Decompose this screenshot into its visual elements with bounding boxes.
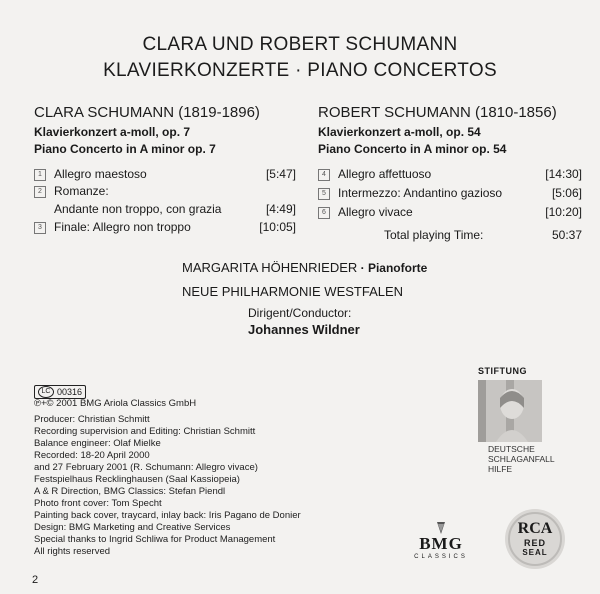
track-title: Allegro maestoso: [54, 167, 147, 181]
track-list: [318, 167, 582, 242]
stiftung-name-line2: SCHLAGANFALL: [488, 454, 555, 464]
track-duration: [10:20]: [545, 205, 582, 219]
composer-name: ROBERT SCHUMANN: [318, 104, 471, 121]
rca-red-seal-logo: [504, 508, 566, 570]
track-title-line1: Romanze:: [54, 184, 109, 198]
track-number: 5: [318, 188, 330, 200]
composer-dates: (1819-1896): [178, 104, 260, 121]
track-number: 3: [34, 222, 46, 234]
total-time-row: [318, 228, 582, 242]
credits-block: [34, 398, 334, 558]
credit-line: Special thanks to Ingrid Schliwa for Product Management: [34, 534, 276, 545]
credit-line: All rights reserved: [34, 546, 111, 557]
stiftung-name-line3: HILFE: [488, 464, 513, 474]
clara-section: [34, 104, 296, 237]
track-row: [318, 205, 582, 228]
label-code-number: 00316: [57, 387, 83, 397]
album-title: CLARA UND ROBERT SCHUMANN: [142, 34, 458, 55]
track-row: [34, 167, 296, 184]
composer-heading: [34, 104, 296, 121]
robert-section: [318, 104, 582, 242]
stiftung-name: [488, 444, 555, 474]
soloist-line: [182, 260, 427, 275]
bmg-subtitle: CLASSICS: [414, 554, 468, 560]
orchestra-name: NEUE PHILHARMONIE WESTFALEN: [182, 284, 404, 299]
credit-line: Recording supervision and Editing: Christian Schmitt: [34, 426, 256, 437]
composer-dates: (1810-1856): [474, 104, 557, 121]
track-title: [54, 184, 266, 216]
work-title-de: Klavierkonzert a-moll, op. 54: [318, 125, 481, 139]
stiftung-label: STIFTUNG: [478, 366, 527, 376]
credit-line: Festspielhaus Recklinghausen (Saal Kassiopeia): [34, 474, 240, 485]
bmg-wordmark: BMG: [419, 534, 463, 553]
bmg-logo: [404, 518, 478, 564]
track-title: Intermezzo: Andantino gazioso: [338, 186, 503, 200]
track-number: 2: [34, 186, 46, 198]
track-row: [318, 186, 582, 205]
soloist-role: · Pianoforte: [360, 261, 428, 275]
rca-wordmark: RCA: [517, 520, 553, 537]
credit-line: Design: BMG Marketing and Creative Services: [34, 522, 231, 533]
track-number: 6: [318, 207, 330, 219]
track-duration: [4:49]: [265, 202, 296, 216]
stiftung-name-line1: DEUTSCHE: [488, 444, 535, 454]
conductor-label: Dirigent/Conductor:: [248, 306, 352, 320]
work-title-en: Piano Concerto in A minor op. 54: [318, 142, 507, 156]
track-duration: [10:05]: [259, 220, 296, 234]
album-subtitle: KLAVIERKONZERTE · PIANO CONCERTOS: [103, 60, 497, 81]
track-list: [34, 167, 296, 237]
credit-line: Recorded: 18-20 April 2000: [34, 450, 150, 461]
track-number: 1: [34, 169, 46, 181]
track-duration: [5:47]: [265, 167, 296, 181]
credit-line: Producer: Christian Schmitt: [34, 414, 150, 425]
total-time-value: 50:37: [551, 228, 582, 242]
track-title: Finale: Allegro non troppo: [54, 220, 191, 234]
label-code: [34, 380, 86, 399]
rca-red: RED: [523, 538, 546, 548]
composer-name: CLARA SCHUMANN: [34, 104, 175, 121]
credit-line: Photo front cover: Tom Specht: [34, 498, 162, 509]
work-title-en: Piano Concerto in A minor op. 7: [34, 142, 216, 156]
track-row: [34, 184, 296, 220]
conductor-name: Johannes Wildner: [248, 322, 360, 337]
stiftung-logo: [478, 380, 542, 442]
track-title-line2: Andante non troppo, con grazia: [54, 202, 222, 216]
credit-line: Painting back cover, traycard, inlay back: Iris Pagano de Donier: [34, 510, 301, 521]
track-title: Allegro vivace: [338, 205, 413, 219]
composer-heading: [318, 104, 582, 121]
credit-line: Balance engineer: Olaf Mielke: [34, 438, 161, 449]
track-title: Allegro affettuoso: [338, 167, 432, 181]
soloist-name: MARGARITA HÖHENRIEDER: [182, 260, 358, 275]
total-time-label: Total playing Time:: [384, 228, 484, 242]
track-row: [318, 167, 582, 186]
track-duration: [5:06]: [551, 186, 582, 200]
track-row: [34, 220, 296, 237]
credit-line: and 27 February 2001 (R. Schumann: Allegro vivace): [34, 462, 258, 473]
work-title-de: Klavierkonzert a-moll, op. 7: [34, 125, 191, 139]
stiftung-portrait-icon: [478, 380, 542, 442]
label-code-mark: LC: [38, 386, 54, 398]
label-code-box: [34, 385, 86, 399]
page-number: 2: [32, 574, 39, 586]
credit-line: ℗+© 2001 BMG Ariola Classics GmbH: [34, 398, 197, 409]
credit-line: A & R Direction, BMG Classics: Stefan Piendl: [34, 486, 226, 497]
track-number: 4: [318, 169, 330, 181]
track-duration: [14:30]: [545, 167, 582, 181]
rca-seal: SEAL: [522, 548, 548, 557]
